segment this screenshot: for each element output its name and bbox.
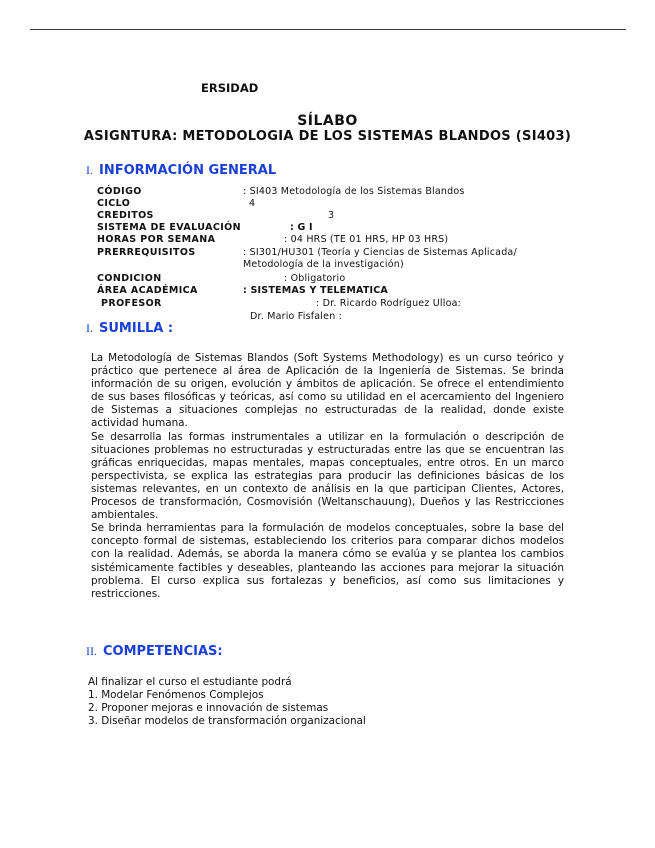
- label-profesor: PROFESOR: [101, 298, 162, 309]
- section-number: II.: [86, 644, 97, 658]
- competencia-item: 1. Modelar Fenómenos Complejos: [88, 689, 264, 701]
- document-title: SÍLABO: [297, 113, 358, 129]
- value-prerrequisitos: : SI301/HU301 (Teoría y Ciencias de Sistemas Aplicada/: [243, 247, 517, 258]
- value-profesor: : Dr. Ricardo Rodríguez Ulloa:: [316, 298, 462, 309]
- value-sistema-evaluacion: : G I: [290, 222, 313, 233]
- label-sistema-evaluacion: SISTEMA DE EVALUACIÓN: [97, 222, 241, 233]
- section-heading-sumilla: [86, 321, 173, 336]
- sumilla-paragraph: Se desarrolla las formas instrumentales a utilizar en la formulación o descripción de situaciones problemas no estructuradas y estructuradas entre las que se encuentran las gráficas enriquecidas, mapas mentales, mapas conceptuales, entre otros. En un marco perspectivista, se explica las estrategias para producir las definiciones básicas de los sistemas relevantes, en un contexto de análisis en la que participan Clientes, Actores, Procesos de transformación, Cosmovisión (Weltanschauung), Dueños y las Restricciones ambientales.: [91, 430, 564, 522]
- label-codigo: CÓDIGO: [97, 186, 142, 197]
- value-profesor-line2: Dr. Mario Fisfalen :: [250, 311, 343, 322]
- value-condicion: : Obligatorio: [284, 273, 346, 284]
- section-number: I.: [86, 321, 93, 335]
- value-codigo: : SI403 Metodología de los Sistemas Blandos: [243, 186, 465, 197]
- label-prerrequisitos: PRERREQUISITOS: [97, 247, 196, 258]
- section-title: INFORMACIÓN GENERAL: [99, 163, 277, 178]
- label-condicion: CONDICION: [97, 273, 162, 284]
- label-area-academica: ÁREA ACADÉMICA: [97, 285, 198, 296]
- university-name: ERSIDAD: [201, 81, 259, 95]
- value-horas-semana: : 04 HRS (TE 01 HRS, HP 03 HRS): [284, 234, 449, 245]
- section-title: COMPETENCIAS:: [103, 644, 223, 659]
- competencias-intro: Al finalizar el curso el estudiante podrá: [88, 676, 292, 688]
- label-horas-semana: HORAS POR SEMANA: [97, 234, 216, 245]
- label-ciclo: CICLO: [97, 198, 131, 209]
- competencia-item: 2. Proponer mejoras e innovación de sistemas: [88, 702, 329, 714]
- section-heading-general-info: [86, 163, 276, 178]
- section-heading-competencias: [86, 644, 223, 659]
- top-rule: [30, 29, 626, 30]
- sumilla-body: [91, 352, 564, 601]
- competencias-list: [88, 676, 366, 728]
- value-prerrequisitos-line2: Metodología de la investigación): [243, 259, 404, 270]
- sumilla-paragraph: La Metodología de Sistemas Blandos (Soft Systems Methodology) es un curso teórico y práctico que pertenece al área de Aplicación de la Ingeniería de Sistemas. Se brinda información de su origen, evolución y ámbitos de aplicación. Se ofrece el entendimiento de sus bases filosóficas y teóricas, así como su utilidad en el acercamiento del Ingeniero de Sistemas a situaciones complejas no estructuradas de la realidad, donde existe actividad humana.: [91, 352, 564, 430]
- value-area-academica: : SISTEMAS Y TELEMATICA: [243, 285, 388, 296]
- value-creditos: 3: [328, 210, 335, 221]
- course-title: ASIGNTURA: METODOLOGIA DE LOS SISTEMAS BLANDOS (SI403): [83, 129, 572, 144]
- label-creditos: CREDITOS: [97, 210, 154, 221]
- section-title: SUMILLA :: [99, 321, 174, 336]
- sumilla-paragraph: Se brinda herramientas para la formulación de modelos conceptuales, sobre la base del concepto formal de sistemas, estableciendo los criterios para comparar dichos modelos con la realidad. Además, se aborda la manera cómo se evalúa y se plantea los cambios sistémicamente factibles y deseables, planteando las acciones para mejorar la situación problema. El curso explica sus fortalezas y beneficios, así como sus limitaciones y restricciones.: [91, 522, 564, 600]
- value-ciclo: 4: [249, 198, 256, 209]
- section-number: I.: [86, 163, 93, 177]
- competencia-item: 3. Diseñar modelos de transformación organizacional: [88, 715, 366, 727]
